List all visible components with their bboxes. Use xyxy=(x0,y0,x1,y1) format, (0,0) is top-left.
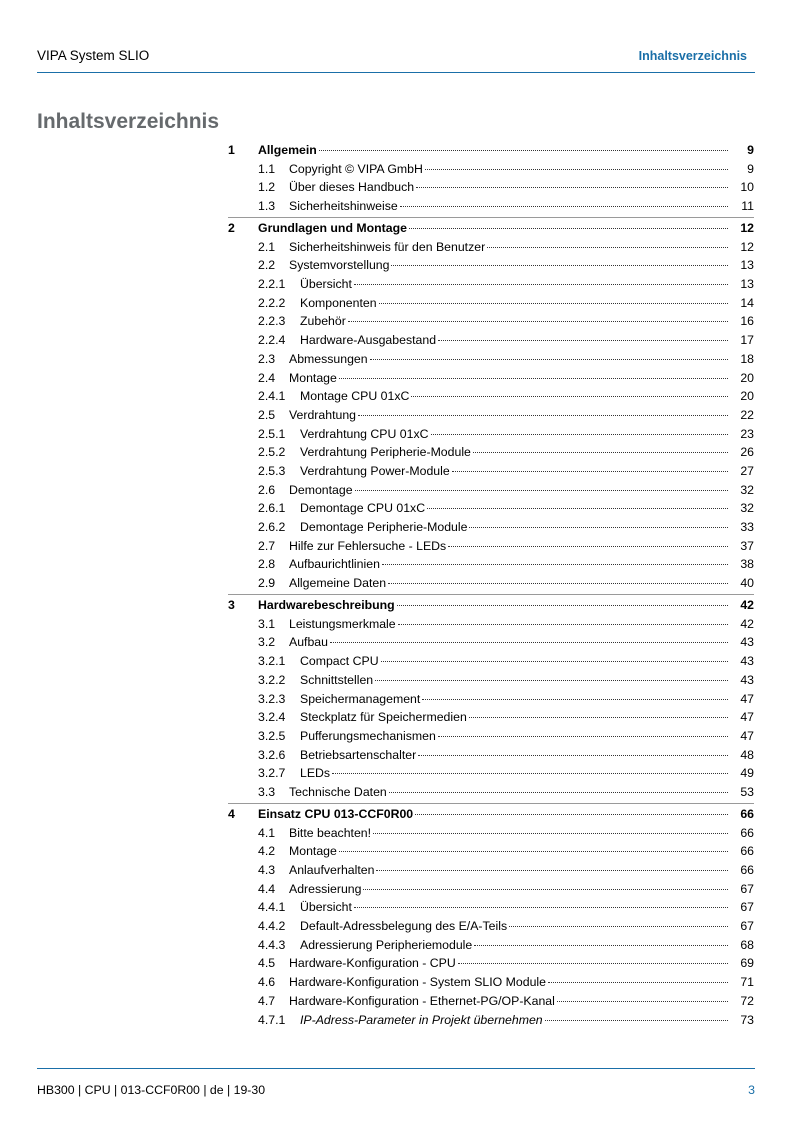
toc-dot-leader xyxy=(358,414,728,416)
toc-entry-page: 43 xyxy=(740,672,754,687)
toc-entry-page: 40 xyxy=(740,576,754,591)
toc-entry-page: 67 xyxy=(740,919,754,934)
toc-entry-number: 3.3 xyxy=(258,784,276,799)
toc-entry[interactable] xyxy=(228,880,754,899)
toc-dot-leader xyxy=(355,489,728,491)
toc-entry-title[interactable]: Hardware-Konfiguration - Ethernet-PG/OP-Kanal xyxy=(289,993,555,1008)
toc-entry-page: 67 xyxy=(740,900,754,915)
toc-entry-title[interactable]: Bitte beachten! xyxy=(289,825,372,840)
toc-entry-number: 4.1 xyxy=(258,825,276,840)
toc-entry[interactable] xyxy=(228,160,754,179)
toc-dot-leader xyxy=(370,358,728,360)
toc-entry[interactable] xyxy=(228,462,754,481)
toc-entry[interactable] xyxy=(228,746,754,765)
toc-entry-number: 4.7.1 xyxy=(258,1012,286,1027)
toc-entry-title[interactable]: Grundlagen und Montage xyxy=(258,221,407,236)
toc-entry-page: 49 xyxy=(740,766,754,781)
toc-dot-leader xyxy=(548,981,728,983)
toc-entry-title[interactable]: Komponenten xyxy=(300,295,377,310)
toc-entry-number: 4 xyxy=(228,806,235,821)
toc-entry-number: 4.4.1 xyxy=(258,900,286,915)
header-left: VIPA System SLIO xyxy=(37,48,150,63)
toc-entry-page: 13 xyxy=(740,258,754,273)
toc-entry-title[interactable]: Technische Daten xyxy=(289,784,387,799)
toc-entry-title[interactable]: Über dieses Handbuch xyxy=(289,180,415,195)
footer-divider xyxy=(37,1068,755,1069)
toc-entry-page: 9 xyxy=(747,143,754,157)
toc-entry-number: 2.1 xyxy=(258,239,276,254)
toc-dot-leader xyxy=(339,850,728,852)
toc-entry-title[interactable]: Schnittstellen xyxy=(300,672,374,687)
toc-dot-leader xyxy=(422,698,728,700)
toc-dot-leader xyxy=(438,339,728,341)
toc-entry-title[interactable]: Hardwarebeschreibung xyxy=(258,598,395,613)
toc-entry-number: 2.6 xyxy=(258,482,276,497)
toc-entry[interactable] xyxy=(228,574,754,593)
toc-entry-title[interactable]: Verdrahtung xyxy=(289,407,357,422)
toc-dot-leader xyxy=(469,716,728,718)
toc-entry[interactable] xyxy=(228,537,754,556)
toc-entry-title[interactable]: Demontage xyxy=(289,482,353,497)
toc-entry-number: 1.3 xyxy=(258,199,276,214)
toc-entry-number: 2.5.3 xyxy=(258,463,286,478)
toc-dot-leader xyxy=(545,1019,728,1021)
toc-entry-title[interactable]: Hilfe zur Fehlersuche - LEDs xyxy=(289,538,447,553)
toc-dot-leader xyxy=(557,1000,728,1002)
toc-entry-page: 53 xyxy=(740,784,754,799)
toc-entry-title[interactable]: Verdrahtung CPU 01xC xyxy=(300,426,429,441)
toc-entry-title[interactable]: IP-Adress-Parameter in Projekt übernehmen xyxy=(300,1012,543,1027)
toc-entry-page: 67 xyxy=(740,881,754,896)
toc-entry-number: 2.2.1 xyxy=(258,277,286,292)
toc-dot-leader xyxy=(427,507,728,509)
toc-dot-leader xyxy=(448,545,728,547)
toc-dot-leader xyxy=(330,641,728,643)
toc-entry-title[interactable]: Aufbaurichtlinien xyxy=(289,557,380,572)
toc-entry[interactable] xyxy=(228,690,754,709)
toc-entry-page: 27 xyxy=(740,463,754,478)
toc-dot-leader xyxy=(382,563,728,565)
toc-entry-number: 2.8 xyxy=(258,557,276,572)
toc-entry[interactable] xyxy=(228,596,754,615)
toc-entry-number: 1.1 xyxy=(258,161,276,176)
toc-dot-leader xyxy=(379,302,728,304)
toc-dot-leader xyxy=(332,772,728,774)
toc-entry-page: 66 xyxy=(740,844,754,859)
toc-entry-page: 68 xyxy=(740,937,754,952)
toc-entry-title[interactable]: Systemvorstellung xyxy=(289,258,390,273)
toc-entry-title[interactable]: Allgemeine Daten xyxy=(289,576,387,591)
toc-entry-title[interactable]: Adressierung Peripheriemodule xyxy=(300,937,473,952)
toc-entry[interactable] xyxy=(228,615,754,634)
toc-entry-page: 33 xyxy=(740,520,754,535)
toc-entry-number: 3.2.6 xyxy=(258,747,286,762)
toc-entry-number: 3 xyxy=(228,598,235,613)
toc-entry-page: 43 xyxy=(740,654,754,669)
toc-entry[interactable] xyxy=(228,518,754,537)
toc-entry[interactable] xyxy=(228,256,754,275)
toc-entry-title[interactable]: Montage CPU 01xC xyxy=(300,389,410,404)
toc-entry-title[interactable]: Pufferungsmechanismen xyxy=(300,728,436,743)
toc-dot-leader xyxy=(397,604,728,606)
toc-entry-page: 13 xyxy=(740,277,754,292)
toc-entry-title[interactable]: Sicherheitshinweise xyxy=(289,199,398,214)
toc-entry-title[interactable]: Hardware-Konfiguration - System SLIO Module xyxy=(289,975,546,990)
toc-dot-leader xyxy=(425,168,728,170)
toc-entry-page: 32 xyxy=(740,501,754,516)
toc-entry-number: 3.2.3 xyxy=(258,691,286,706)
toc-entry-page: 18 xyxy=(740,351,754,366)
toc-entry[interactable] xyxy=(228,499,754,518)
toc-entry[interactable] xyxy=(228,331,754,350)
toc-entry-page: 20 xyxy=(740,370,754,385)
toc-entry-number: 2.4 xyxy=(258,370,276,385)
toc-entry[interactable] xyxy=(228,936,754,955)
toc-entry-title[interactable]: Hardware-Ausgabestand xyxy=(300,333,437,348)
toc-entry-page: 48 xyxy=(740,747,754,762)
toc-dot-leader xyxy=(473,451,728,453)
toc-entry[interactable] xyxy=(228,481,754,500)
toc-entry-title[interactable]: Betriebsartenschalter xyxy=(300,747,417,762)
toc-entry-number: 3.1 xyxy=(258,616,276,631)
toc-entry[interactable] xyxy=(228,783,754,802)
toc-entry[interactable] xyxy=(228,708,754,727)
toc-entry-number: 4.5 xyxy=(258,956,276,971)
toc-entry-title[interactable]: Übersicht xyxy=(300,277,352,292)
footer-page-number: 3 xyxy=(748,1083,755,1097)
toc-entry-number: 4.7 xyxy=(258,993,276,1008)
toc-entry-page: 14 xyxy=(740,295,754,310)
toc-dot-leader xyxy=(388,582,728,584)
toc-entry[interactable] xyxy=(228,141,754,160)
toc-entry[interactable] xyxy=(228,824,754,843)
toc-entry-number: 3.2.2 xyxy=(258,672,286,687)
toc-entry-page: 26 xyxy=(740,445,754,460)
toc-entry[interactable] xyxy=(228,1011,754,1030)
toc-dot-leader xyxy=(418,754,728,756)
toc-entry[interactable] xyxy=(228,727,754,746)
toc-entry-page: 20 xyxy=(740,389,754,404)
toc-entry-number: 1.2 xyxy=(258,180,276,195)
toc-entry-number: 3.2.5 xyxy=(258,728,286,743)
toc-entry-page: 22 xyxy=(740,407,754,422)
toc-entry-title[interactable]: Steckplatz für Speichermedien xyxy=(300,710,467,725)
toc-entry-title[interactable]: Zubehör xyxy=(300,314,346,329)
toc-entry-title[interactable]: Speichermanagement xyxy=(300,691,421,706)
toc-entry-number: 2.6.1 xyxy=(258,501,286,516)
toc-entry[interactable] xyxy=(228,954,754,973)
toc-dot-leader xyxy=(376,869,728,871)
toc-entry-page: 38 xyxy=(740,557,754,572)
toc-entry-number: 4.4.2 xyxy=(258,919,286,934)
page-title: Inhaltsverzeichnis xyxy=(37,110,220,133)
toc-entry-title[interactable]: LEDs xyxy=(300,766,331,781)
toc-dot-leader xyxy=(509,925,728,927)
toc-dot-leader xyxy=(354,283,728,285)
toc-entry-title[interactable]: Hardware-Konfiguration - CPU xyxy=(289,956,456,971)
toc-entry-title[interactable]: Demontage Peripherie-Module xyxy=(300,520,468,535)
toc-entry[interactable] xyxy=(228,425,754,444)
toc-entry-title[interactable]: Einsatz CPU 013-CCF0R00 xyxy=(258,806,414,821)
toc-entry[interactable] xyxy=(228,917,754,936)
toc-dot-leader xyxy=(339,377,728,379)
toc-dot-leader xyxy=(411,395,728,397)
toc-entry-number: 1 xyxy=(228,143,235,157)
toc-entry[interactable] xyxy=(228,178,754,197)
toc-entry-title[interactable]: Leistungsmerkmale xyxy=(289,616,396,631)
toc-entry[interactable] xyxy=(228,219,754,238)
toc-dot-leader xyxy=(389,791,728,793)
toc-entry-page: 12 xyxy=(740,221,754,236)
toc-entry[interactable] xyxy=(228,387,754,406)
toc-dot-leader xyxy=(398,623,728,625)
toc-entry-page: 11 xyxy=(741,199,754,214)
toc-entry-page: 47 xyxy=(740,728,754,743)
toc-entry-page: 42 xyxy=(740,598,754,613)
toc-entry-page: 23 xyxy=(740,426,754,441)
toc-entry-page: 42 xyxy=(740,616,754,631)
toc-dot-leader xyxy=(487,246,728,248)
toc-entry-page: 72 xyxy=(740,993,754,1008)
toc-dot-leader xyxy=(381,660,728,662)
toc-entry[interactable] xyxy=(228,973,754,992)
toc-dot-leader xyxy=(469,526,728,528)
toc-entry-page: 66 xyxy=(740,825,754,840)
toc-entry-number: 4.4.3 xyxy=(258,937,286,952)
toc-entry-page: 9 xyxy=(747,161,754,176)
toc-dot-leader xyxy=(375,679,728,681)
table-of-contents xyxy=(228,141,754,1029)
toc-entry-number: 3.2 xyxy=(258,635,276,650)
toc-dot-leader xyxy=(373,832,728,834)
toc-entry[interactable] xyxy=(228,805,754,824)
header-right: Inhaltsverzeichnis xyxy=(638,49,747,63)
toc-entry-page: 37 xyxy=(740,538,754,553)
toc-entry-number: 4.4 xyxy=(258,881,276,896)
toc-entry[interactable] xyxy=(228,197,754,216)
toc-dot-leader xyxy=(409,227,728,229)
toc-entry-title[interactable]: Anlaufverhalten xyxy=(289,863,375,878)
toc-entry[interactable] xyxy=(228,443,754,462)
toc-entry-title[interactable]: Montage xyxy=(289,844,337,859)
toc-entry-number: 2.9 xyxy=(258,576,276,591)
toc-entry[interactable] xyxy=(228,406,754,425)
toc-dot-leader xyxy=(416,186,728,188)
toc-entry[interactable] xyxy=(228,555,754,574)
toc-entry-page: 43 xyxy=(740,635,754,650)
toc-entry-title[interactable]: Verdrahtung Power-Module xyxy=(300,463,450,478)
toc-entry-page: 47 xyxy=(740,710,754,725)
toc-dot-leader xyxy=(391,264,728,266)
toc-dot-leader xyxy=(400,205,728,207)
toc-entry[interactable] xyxy=(228,312,754,331)
toc-entry-title[interactable]: Allgemein xyxy=(258,143,317,157)
toc-entry[interactable] xyxy=(228,764,754,783)
toc-entry-page: 73 xyxy=(740,1012,754,1027)
toc-entry-title[interactable]: Copyright © VIPA GmbH xyxy=(289,161,423,176)
toc-entry[interactable] xyxy=(228,861,754,880)
toc-entry-page: 69 xyxy=(740,956,754,971)
toc-entry[interactable] xyxy=(228,369,754,388)
toc-entry[interactable] xyxy=(228,992,754,1011)
toc-entry[interactable] xyxy=(228,275,754,294)
toc-dot-leader xyxy=(319,149,728,151)
toc-entry-number: 2.2.4 xyxy=(258,333,286,348)
toc-dot-leader xyxy=(438,735,728,737)
toc-entry[interactable] xyxy=(228,671,754,690)
toc-entry-title[interactable]: Aufbau xyxy=(289,635,328,650)
toc-entry[interactable] xyxy=(228,652,754,671)
toc-entry-page: 66 xyxy=(740,863,754,878)
header-divider xyxy=(37,72,755,73)
toc-dot-leader xyxy=(452,470,728,472)
toc-entry-number: 2.5.2 xyxy=(258,445,286,460)
toc-entry[interactable] xyxy=(228,294,754,313)
toc-entry[interactable] xyxy=(228,842,754,861)
toc-entry-title[interactable]: Default-Adressbelegung des E/A-Teils xyxy=(300,919,508,934)
toc-entry[interactable] xyxy=(228,898,754,917)
toc-dot-leader xyxy=(348,320,728,322)
toc-entry-number: 2.2.3 xyxy=(258,314,286,329)
toc-entry-number: 2 xyxy=(228,221,235,236)
toc-entry-number: 2.2 xyxy=(258,258,276,273)
toc-entry-page: 16 xyxy=(740,314,754,329)
toc-entry[interactable] xyxy=(228,633,754,652)
toc-entry-title[interactable]: Sicherheitshinweis für den Benutzer xyxy=(289,239,486,254)
toc-entry-number: 4.6 xyxy=(258,975,276,990)
toc-entry-number: 4.3 xyxy=(258,863,276,878)
toc-entry-page: 71 xyxy=(740,975,754,990)
toc-entry-title[interactable]: Verdrahtung Peripherie-Module xyxy=(300,445,471,460)
toc-entry-title[interactable]: Abmessungen xyxy=(289,351,368,366)
toc-entry-page: 10 xyxy=(740,180,754,195)
toc-dot-leader xyxy=(431,433,728,435)
toc-entry-number: 2.5 xyxy=(258,407,276,422)
toc-entry[interactable] xyxy=(228,238,754,257)
toc-entry-page: 32 xyxy=(740,482,754,497)
toc-entry-title[interactable]: Demontage CPU 01xC xyxy=(300,501,426,516)
toc-entry-page: 66 xyxy=(740,806,754,821)
toc-entry-number: 2.6.2 xyxy=(258,520,286,535)
toc-dot-leader xyxy=(415,813,728,815)
toc-dot-leader xyxy=(458,962,728,964)
toc-entry-number: 2.3 xyxy=(258,351,276,366)
toc-entry-number: 2.4.1 xyxy=(258,389,286,404)
toc-entry-page: 12 xyxy=(740,239,754,254)
toc-entry-page: 47 xyxy=(740,691,754,706)
toc-entry-title[interactable]: Compact CPU xyxy=(300,654,379,669)
toc-entry-title[interactable]: Adressierung xyxy=(289,881,362,896)
toc-entry-number: 3.2.7 xyxy=(258,766,286,781)
toc-entry-title[interactable]: Montage xyxy=(289,370,337,385)
toc-entry-page: 17 xyxy=(740,333,754,348)
toc-dot-leader xyxy=(363,888,728,890)
toc-entry-number: 3.2.4 xyxy=(258,710,286,725)
footer-document-id: HB300 | CPU | 013-CCF0R00 | de | 19-30 xyxy=(37,1083,266,1097)
toc-entry-number: 2.2.2 xyxy=(258,295,286,310)
toc-entry[interactable] xyxy=(228,350,754,369)
toc-dot-leader xyxy=(354,906,728,908)
toc-entry-title[interactable]: Übersicht xyxy=(300,900,352,915)
toc-entry-number: 4.2 xyxy=(258,844,276,859)
toc-entry-number: 3.2.1 xyxy=(258,654,286,669)
toc-dot-leader xyxy=(474,944,728,946)
toc-entry-number: 2.5.1 xyxy=(258,426,286,441)
toc-entry-number: 2.7 xyxy=(258,538,276,553)
